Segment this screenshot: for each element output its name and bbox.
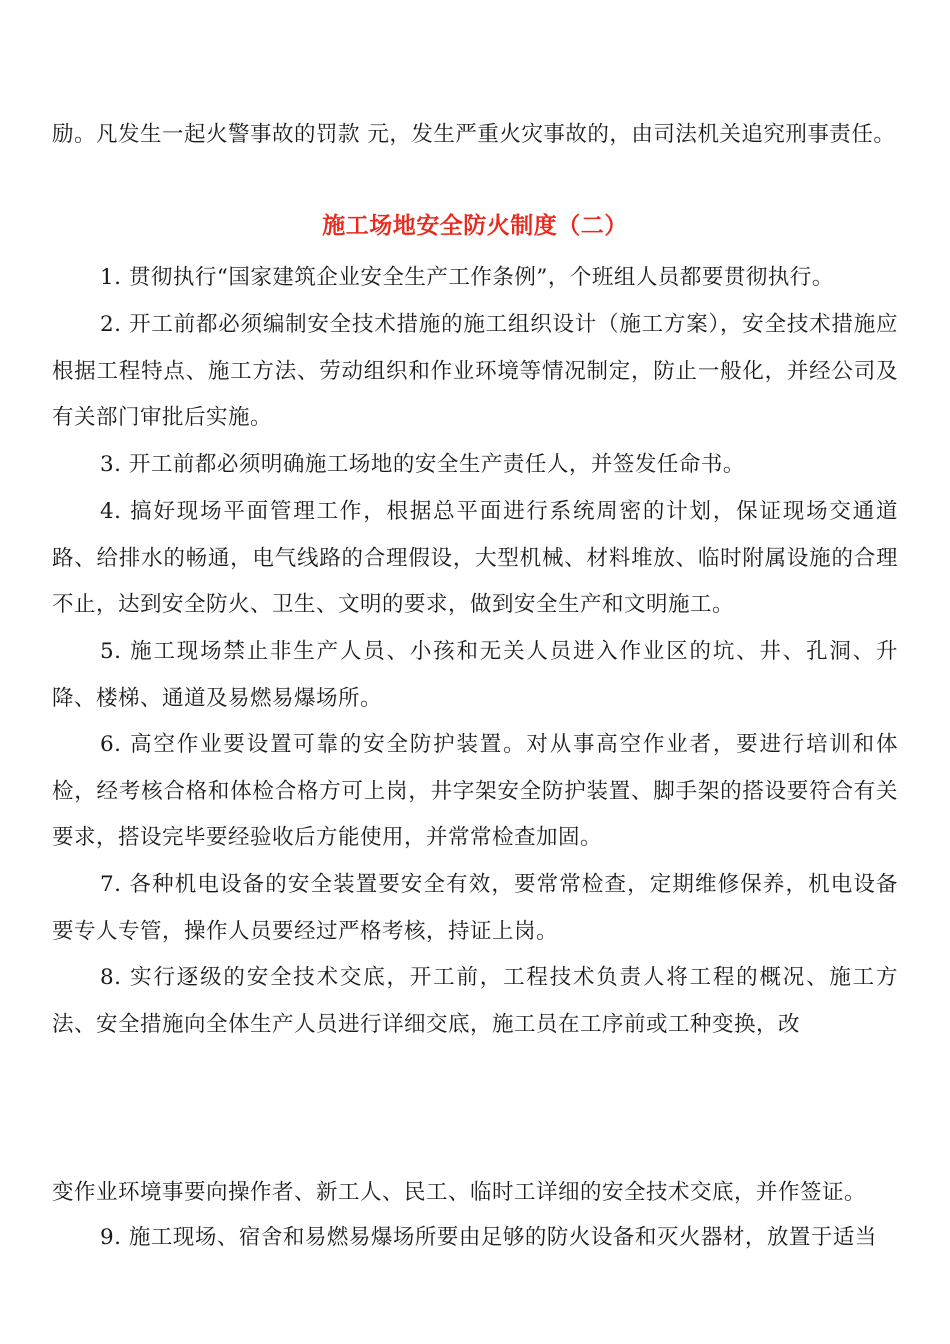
list-item-2: 2. 开工前都必须编制安全技术措施的施工组织设计（施工方案），安全技术措施应根据工程特点、施工方法、劳动组织和作业环境等情况制定，防止一般化，并经公司及有关部门审批后实施。 [52,312,898,430]
list-item-6: 6. 高空作业要设置可靠的安全防护装置。对从事高空作业者，要进行培训和体检，经考核合格和体检合格方可上岗，井字架安全防护装置、脚手架的搭设要符合有关要求，搭设完毕要经验收后方能使用，并常常检查加固。 [52,732,898,850]
list-item-5: 5. 施工现场禁止非生产人员、小孩和无关人员进入作业区的坑、井、孔洞、升降、楼梯、通道及易燃易爆场所。 [52,639,898,711]
continuation-paragraph: 励。凡发生一起火警事故的罚款 元，发生严重火灾事故的，由司法机关追究刑事责任。 [52,122,896,147]
list-item-7: 7. 各种机电设备的安全装置要安全有效，要常常检查，定期维修保养，机电设备要专人专管，操作人员要经过严格考核，持证上岗。 [52,872,898,944]
list-item-4: 4. 搞好现场平面管理工作，根据总平面进行系统周密的计划，保证现场交通道路、给排水的畅通，电气线路的合理假设，大型机械、材料堆放、临时附属设施的合理不止，达到安全防火、卫生、文明的要求，做到安全生产和文明施工。 [52,499,898,617]
list-item-9: 9. 施工现场、宿舍和易燃易爆场所要由足够的防火设备和灭火器材，放置于适当 [100,1225,877,1250]
list-item-8-continued: 变作业环境事要向操作者、新工人、民工、临时工详细的安全技术交底，并作签证。 [52,1180,867,1205]
list-item-3: 3. 开工前都必须明确施工场地的安全生产责任人，并签发任命书。 [100,452,745,477]
list-item-1: 1. 贯彻执行“国家建筑企业安全生产工作条例”，个班组人员都要贯彻执行。 [100,265,834,290]
page-title: 施工场地安全防火制度（二） [322,212,628,239]
list-item-8: 8. 实行逐级的安全技术交底，开工前，工程技术负责人将工程的概况、施工方法、安全措施向全体生产人员进行详细交底，施工员在工序前或工种变换，改 [52,965,898,1037]
